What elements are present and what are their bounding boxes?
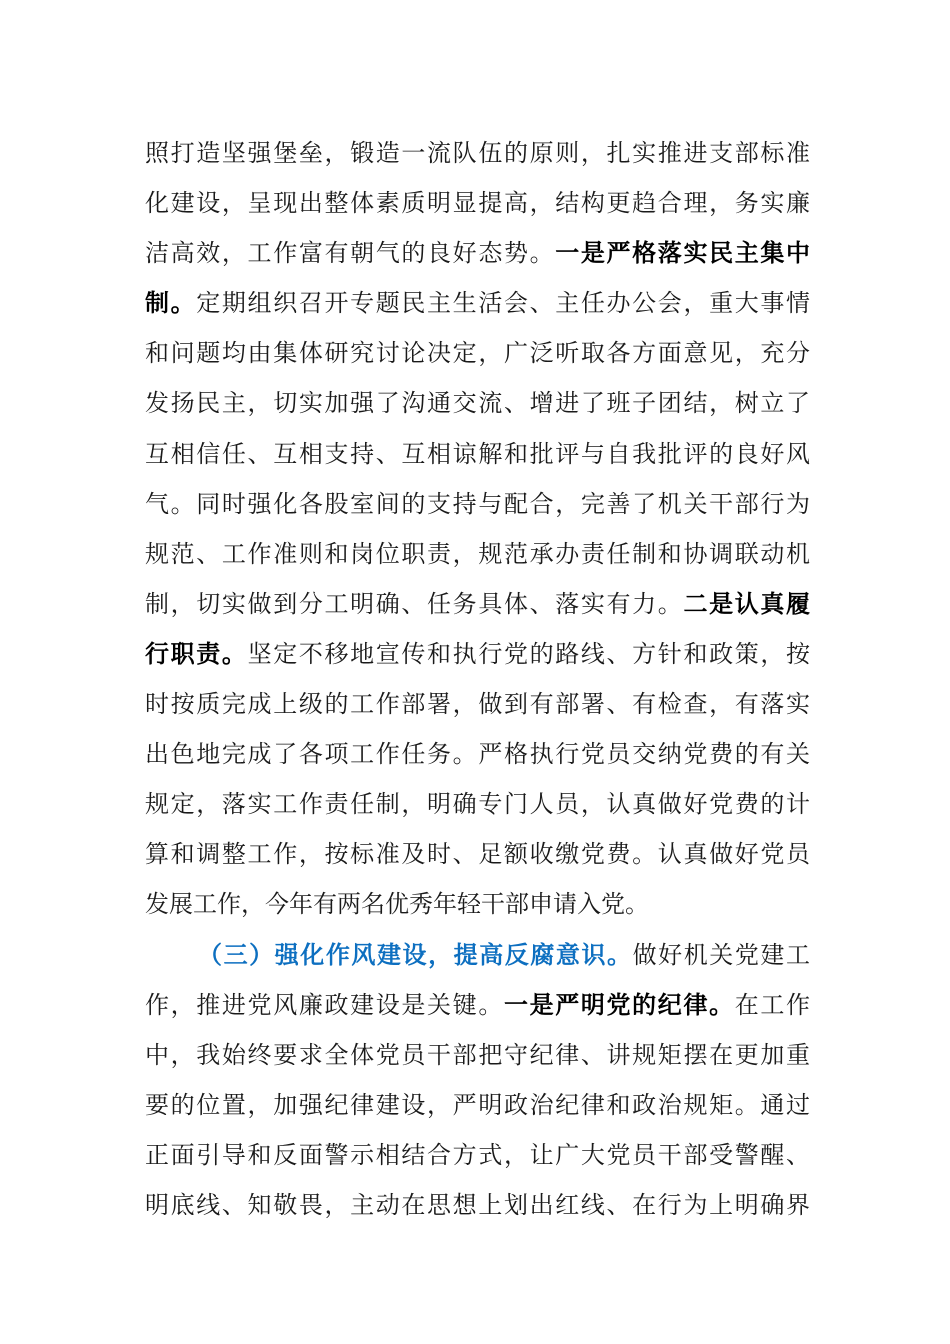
text-line — [145, 378, 810, 428]
text-line — [145, 980, 810, 1030]
text-line — [145, 479, 810, 529]
text-line — [145, 879, 810, 929]
text-line — [145, 328, 810, 378]
text-run: 化建设，呈现出整体素质明显提高，结构更趋合理，务实廉 — [145, 189, 810, 218]
text-line — [145, 579, 810, 629]
section-heading: （三）强化作风建设，提高反腐意识。 — [198, 939, 633, 969]
text-line — [145, 679, 810, 729]
text-line — [145, 429, 810, 479]
bold-point-heading: 行职责。 — [145, 638, 248, 668]
text-run: 坚定不移地宣传和执行党的路线、方针和政策，按 — [247, 639, 810, 668]
text-run: 在工作 — [734, 990, 810, 1019]
text-run: 做好机关党建工 — [632, 940, 810, 969]
text-line — [145, 729, 810, 779]
text-run: 中，我始终要求全体党员干部把守纪律、讲规矩摆在更加重 — [145, 1040, 810, 1069]
text-line — [145, 529, 810, 579]
text-line — [145, 128, 810, 178]
text-line — [145, 930, 810, 980]
text-run: 定期组织召开专题民主生活会、主任办公会，重大事情 — [196, 289, 810, 318]
text-line — [145, 1180, 810, 1230]
text-run: 时按质完成上级的工作部署，做到有部署、有检查，有落实 — [145, 690, 810, 719]
text-line — [145, 629, 810, 679]
text-run: 规范、工作准则和岗位职责，规范承办责任制和协调联动机 — [145, 539, 810, 568]
text-line — [145, 278, 810, 328]
text-line — [145, 779, 810, 829]
text-run: 发扬民主，切实加强了沟通交流、增进了班子团结，树立了 — [145, 389, 810, 418]
text-line — [145, 1080, 810, 1130]
bold-point-heading: 一是严格落实民主集中 — [555, 238, 810, 268]
bold-point-heading: 一是严明党的纪律。 — [503, 989, 735, 1019]
text-run: 互相信任、互相支持、互相谅解和批评与自我批评的良好风 — [145, 439, 810, 468]
text-line — [145, 829, 810, 879]
text-run: 出色地完成了各项工作任务。严格执行党员交纳党费的有关 — [145, 740, 810, 769]
text-run: 规定，落实工作责任制，明确专门人员，认真做好党费的计 — [145, 790, 810, 819]
text-run: 和问题均由集体研究讨论决定，广泛听取各方面意见，充分 — [145, 339, 810, 368]
text-run: 制，切实做到分工明确、任务具体、落实有力。 — [145, 589, 684, 618]
text-run: 气。同时强化各股室间的支持与配合，完善了机关干部行为 — [145, 489, 810, 518]
bold-point-heading: 二是认真履 — [683, 588, 810, 618]
text-line — [145, 228, 810, 278]
text-line — [145, 1130, 810, 1180]
text-line — [145, 178, 810, 228]
text-run: 正面引导和反面警示相结合方式，让广大党员干部受警醒、 — [145, 1140, 810, 1169]
text-run: 发展工作，今年有两名优秀年轻干部申请入党。 — [145, 890, 649, 919]
text-run: 照打造坚强堡垒，锻造一流队伍的原则，扎实推进支部标准 — [145, 139, 810, 167]
bold-point-heading: 制。 — [145, 288, 197, 318]
text-run: 算和调整工作，按标准及时、足额收缴党费。认真做好党员 — [145, 840, 810, 869]
text-run: 作，推进党风廉政建设是关键。 — [145, 990, 504, 1019]
document-body — [145, 128, 810, 1230]
text-run: 洁高效，工作富有朝气的良好态势。 — [145, 239, 556, 268]
text-run: 明底线、知敬畏，主动在思想上划出红线、在行为上明确界 — [145, 1190, 810, 1219]
text-line — [145, 1030, 810, 1080]
text-run: 要的位置，加强纪律建设，严明政治纪律和政治规矩。通过 — [145, 1090, 810, 1119]
